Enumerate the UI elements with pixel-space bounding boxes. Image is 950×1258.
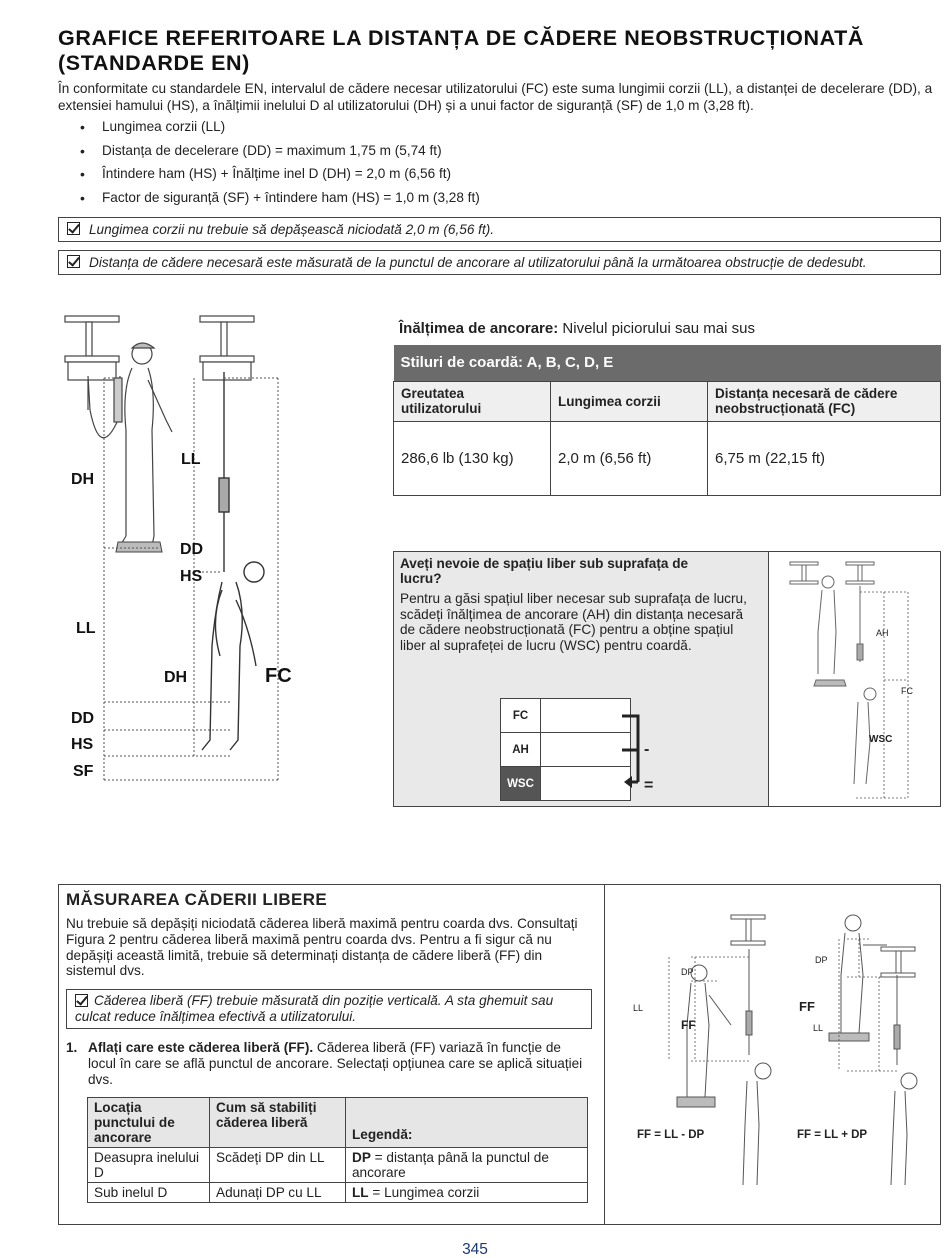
label-dd: DD (71, 710, 95, 727)
table-cell: 2,0 m (6,56 ft) (551, 421, 708, 495)
column-header: Locația punctului de ancorare (88, 1098, 210, 1148)
list-item: • Întindere ham (HS) + Înălțime inel D (DH) = 2,0 m (6,56 ft) (78, 164, 480, 188)
legend-cell (346, 1183, 588, 1203)
free-fall-table (87, 1097, 588, 1203)
subtract-arrow-icon (622, 710, 662, 800)
legend-text: = Lungimea corzii (368, 1185, 480, 1200)
label-hs: HS (180, 568, 203, 585)
table-cell: Deasupra inelului D (88, 1148, 210, 1183)
list-item: • Distanța de decelerare (DD) = maximum 1,75 m (5,74 ft) (78, 141, 480, 165)
work-surface-clearance-box (393, 551, 941, 807)
formula-below: FF = LL + DP (797, 1129, 868, 1141)
note-text: Căderea liberă (FF) trebuie măsurată din poziție verticală. A sta ghemuit sau culcat reduce înălțimea efectivă a utilizatorului. (75, 993, 554, 1024)
label-hs: HS (71, 736, 94, 753)
anchor-height-line (399, 320, 755, 337)
fig-label-dp: DP (681, 967, 694, 977)
legend-key: LL (352, 1185, 369, 1200)
page-number: 345 (462, 1241, 488, 1258)
checkbox-icon (67, 255, 80, 268)
column-header: Legendă: (346, 1098, 588, 1148)
clearance-table (393, 345, 941, 496)
minus-sign: - (644, 741, 650, 758)
table-cell: Sub inelul D (88, 1183, 210, 1203)
table-row (394, 421, 941, 495)
anchor-height-label: Înălțimea de ancorare: (399, 320, 559, 337)
row-label-wsc: WSC (501, 767, 541, 801)
step-number: 1. (66, 1040, 78, 1055)
formula-above: FF = LL - DP (637, 1129, 705, 1141)
note-text: Distanța de cădere necesară este măsurată de la punctul de ancorare al utilizatorului până la următoarea obstrucție de dedesubt. (89, 255, 867, 270)
column-header: Cum să stabiliți căderea liberă (210, 1098, 346, 1148)
label-fc: FC (265, 665, 292, 687)
wsc-calc-table (500, 698, 631, 801)
fig-label-ff: FF (799, 999, 815, 1014)
table-cell: Adunați DP cu LL (210, 1183, 346, 1203)
free-fall-text-panel (59, 885, 605, 1224)
step-title: Aflați care este căderea liberă (FF). (88, 1040, 314, 1055)
page-title: GRAFICE REFERITOARE LA DISTANȚA DE CĂDERE NEOBSTRUCȚIONATĂ (STANDARDE EN) (58, 26, 865, 75)
fig-label-ll: LL (813, 1023, 824, 1033)
column-header: Lungimea corzii (551, 381, 708, 421)
fig-label-fc: FC (901, 686, 913, 696)
anchor-height-value: Nivelul piciorului sau mai sus (562, 320, 755, 337)
free-fall-heading: MĂSURAREA CĂDERII LIBERE (66, 890, 328, 909)
free-fall-diagram (607, 885, 940, 1224)
equals-sign: = (644, 777, 654, 794)
table-cell: Scădeți DP din LL (210, 1148, 346, 1183)
wsc-body: Pentru a găsi spațiul liber necesar sub suprafața de lucru, scădeți înălțimea de ancorare (AH) din distanța necesară de cădere neobstrucționată (FC) pentru a obține spațiul liber al suprafeței de lucru (WSC) pentru coardă. (400, 591, 747, 653)
label-dh: DH (71, 471, 95, 488)
row-label-fc: FC (501, 699, 541, 733)
list-item: • Factor de siguranță (SF) + întindere ham (HS) = 1,0 m (3,28 ft) (78, 188, 480, 212)
wsc-heading: Aveți nevoie de spațiu liber sub suprafața de lucru? (400, 556, 689, 586)
label-ll: LL (76, 620, 96, 637)
note-lanyard-length (58, 217, 941, 242)
table-header: Stiluri de coardă: A, B, C, D, E (394, 345, 941, 381)
intro-paragraph: În conformitate cu standardele EN, intervalul de cădere necesar utilizatorului (FC) este suma lungimii corzii (LL), a distanței de decelerare (DD), a extensiei hamului (HS), a înălțimii inelului D al utilizatorului (DH) și a unui factor de siguranță (SF) de 1,0 m (3,28 ft). (58, 81, 933, 113)
table-row (88, 1148, 588, 1183)
column-header: Greutatea utilizatorului (394, 381, 551, 421)
note-fall-distance (58, 250, 941, 275)
fall-clearance-diagram (60, 310, 300, 790)
fig-label-wsc: WSC (869, 734, 893, 745)
checkbox-icon (75, 994, 88, 1007)
definition-list (78, 117, 480, 211)
legend-cell (346, 1148, 588, 1183)
free-fall-section (58, 884, 941, 1225)
note-text: Lungimea corzii nu trebuie să depășească niciodată 2,0 m (6,56 ft). (89, 222, 495, 237)
legend-key: DP (352, 1150, 371, 1165)
fig-label-dp: DP (815, 955, 828, 965)
table-row (88, 1183, 588, 1203)
label-dd: DD (180, 541, 204, 558)
row-label-ah: AH (501, 733, 541, 767)
legend-text: = distanța până la punctul de ancorare (352, 1150, 549, 1180)
wsc-text-panel (394, 552, 769, 806)
wsc-diagram (772, 552, 940, 806)
table-cell: 286,6 lb (130 kg) (394, 421, 551, 495)
checkbox-icon (67, 222, 80, 235)
free-fall-paragraph: Nu trebuie să depășiți niciodată căderea liberă maximă pentru coarda dvs. Consultați Figura 2 pentru căderea liberă maximă pentru coarda dvs. Pentru a fi sigur că nu depășiți această limită, trebuie să determinați distanța de cădere liberă (FF) din sistemul dvs. (66, 916, 578, 979)
label-dh: DH (164, 669, 188, 686)
step-text: Căderea liberă (FF) variază în funcție de locul în care se află punctul de ancorare. Selectați opțiunea care se aplică situației dvs. (88, 1040, 583, 1087)
fig-label-ah: AH (876, 628, 889, 638)
list-item: • Lungimea corzii (LL) (78, 117, 480, 141)
column-header: Distanța necesară de cădere neobstrucționată (FC) (708, 381, 941, 421)
fig-label-ff: FF (681, 1018, 696, 1032)
fig-label-ll: LL (633, 1003, 644, 1013)
label-ll: LL (181, 451, 201, 468)
step-1 (66, 1040, 586, 1088)
free-fall-note (66, 989, 592, 1029)
label-sf: SF (73, 763, 94, 780)
table-cell: 6,75 m (22,15 ft) (708, 421, 941, 495)
